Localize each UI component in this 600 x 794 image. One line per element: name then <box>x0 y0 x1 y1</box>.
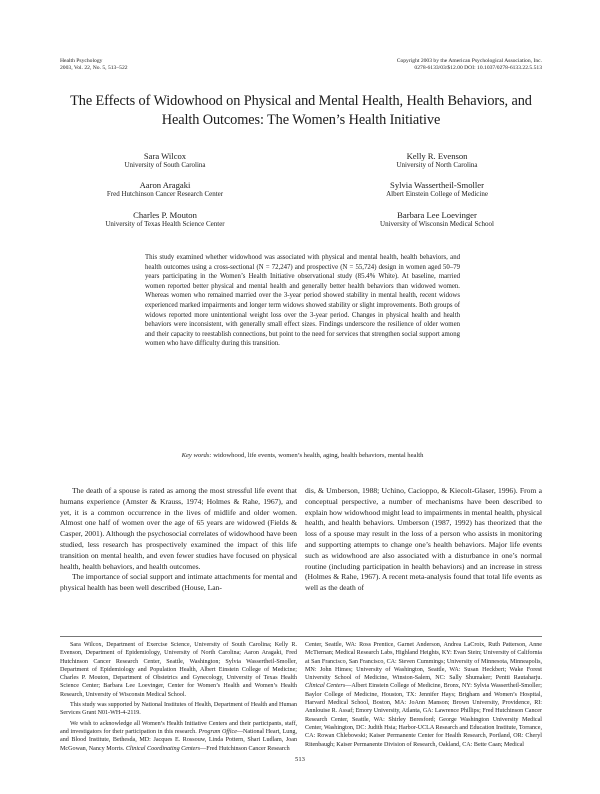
author-block-6 <box>332 210 542 229</box>
author-affiliation: Albert Einstein College of Medicine <box>386 190 488 198</box>
acknowledgment-note: We wish to acknowledge all Women’s Health Initiative Centers and their participants, staff, and investigators for their participation in this research. Program Office—National Heart, Lung, and Blood Institute, Bethesda, MD: Jacques E. Rossouw, Linda Pottern, Shari Ludlam, Joan McGowan, Nancy Morris. Clinical Coordinating Centers—Fred Hutchinson Cancer Research <box>60 720 297 752</box>
author-affiliation: University of Texas Health Science Center <box>105 220 225 228</box>
author-name: Sara Wilcox <box>143 151 187 161</box>
page-number: 513 <box>295 756 305 763</box>
funding-note: This study was supported by National Institutes of Health, Department of Health and Human Services Grant N01-WH-4-2119. <box>60 702 297 717</box>
body-paragraph: The importance of social support and intimate attachments for mental and physical health has been well described (House, Lan- <box>60 572 297 593</box>
program-office-label: Program Office <box>198 728 237 735</box>
author-block-2 <box>332 151 542 170</box>
author-affiliation: University of Wisconsin Medical School <box>380 220 494 228</box>
author-name: Kelly R. Evenson <box>406 151 468 161</box>
footnote-divider <box>60 636 542 637</box>
journal-name: Health Psychology <box>60 58 103 64</box>
running-header-left <box>60 58 128 71</box>
author-affiliation: Fred Hutchinson Cancer Research Center <box>106 190 224 198</box>
footnotes-left <box>60 641 297 755</box>
body-paragraph: The death of a spouse is rated as among the most stressful life event that humans experience (Amster & Krauss, 1974; Holmes & Rahe, 1967), and yet, it is a common occurrence in the lives of midlife and older women. Almost one half of women over the age of 65 years are widowed (Fields & Casper, 2001). Although the psychosocial correlates of widowhood have been studied, less research has prospectively examined the impact of this life transition on mental health, and even fewer studies have focused on physical health, health behaviors, and health outcomes. <box>60 486 297 571</box>
author-affiliation: University of South Carolina <box>124 161 206 169</box>
body-column-right <box>305 486 542 594</box>
body-paragraph: dis, & Umberson, 1988; Uchino, Cacioppo, & Kiecolt-Glaser, 1996). From a conceptual perspective, a number of mechanisms have been described to explain how widowhood might lead to impairments in mental health, physical health, and health behaviors. Umberson (1987, 1992) has theorized that the loss of a spouse may result in the loss of a person who assists in monitoring and supporting attempts to change one’s health behaviors. Major life events such as widowhood are also associated with a disturbance in one’s normal routine (including participation in health behaviors) and an increase in stress (Holmes & Rahe, 1967). A recent meta-analysis found that total life events as well as the death of <box>305 486 542 593</box>
author-name: Barbara Lee Loevinger <box>397 210 477 220</box>
body-column-left <box>60 486 297 594</box>
keywords-text: widowhood, life events, women’s health, aging, health behaviors, mental health <box>213 452 424 459</box>
footnotes-right <box>305 641 542 751</box>
running-header-right <box>397 58 542 71</box>
author-affiliation: University of North Carolina <box>396 161 478 169</box>
acknowledgment-note-continued: Center, Seattle, WA: Ross Prentice, Garnet Anderson, Andrea LaCroix, Ruth Patterson, Anne McTiernan; Medical Research Labs, Highland Heights, KY: Evan Stein; University of California at San Francisco, San Francisco, CA: Steven Cummings; University of Minnesota, Minneapolis, MN: John Himes; University of Washington, Seattle, WA: Susan Heckbert; Wake Forest University School of Medicine, Winston-Salem, NC: Sally Shumaker; Pentti Rautaharju. Clinical Centers—Albert Einstein College of Medicine, Bronx, NY: Sylvia Wassertheil-Smoller; Baylor College of Medicine, Houston, TX: Jennifer Hays; Brigham and Women’s Hospital, Harvard Medical School, Boston, MA: JoAnn Manson; Brown University, Providence, RI: Annlouise R. Assaf; Emory University, Atlanta, GA: Lawrence Phillips; Fred Hutchinson Cancer Research Center, Seattle, WA: Shirley Beresford; George Washington University Medical Center, Washington, DC: Judith Hsia; Harbor-UCLA Research and Education Institute, Torrance, CA: Rowan Chlebowski; Kaiser Permanente Center for Health Research, Portland, OR: Cheryl Ritenbaugh; Kaiser Permanente Division of Research, Oakland, CA: Bette Caan; Medical <box>305 642 542 748</box>
author-name: Sylvia Wassertheil-Smoller <box>390 180 484 190</box>
author-note: Sara Wilcox, Department of Exercise Science, University of South Carolina; Kelly R. Evenson, Department of Epidemiology, University of North Carolina; Aaron Aragaki, Fred Hutchinson Cancer Research Center, Seattle, Washington; Sylvia Wassertheil-Smoller, Department of Epidemiology and Population Health, Albert Einstein College of Medicine; Charles P. Mouton, Department of Obstetrics and Gynecology, University of Texas Health Science Center; Barbara Lee Loevinger, Center for Women’s Health and Women’s Health Research, University of Wisconsin Medical School. <box>60 642 297 698</box>
author-block-4 <box>332 180 542 199</box>
author-block-3 <box>60 180 270 199</box>
keywords <box>145 451 460 460</box>
keywords-label: Key words: <box>181 452 212 459</box>
doi-line: 0278-6133/03/$12.00 DOI: 10.1037/0278-6133.22.5.513 <box>414 64 542 71</box>
article-title: The Effects of Widowhood on Physical and Mental Health, Health Behaviors, and Health Outcomes: The Women’s Health Initiative <box>70 93 532 128</box>
author-block-1 <box>60 151 270 170</box>
author-name: Aaron Aragaki <box>139 180 191 190</box>
author-name: Charles P. Mouton <box>133 210 197 220</box>
clinical-centers-label: Clinical Centers <box>305 683 346 690</box>
journal-citation: 2003, Vol. 22, No. 5, 513–522 <box>60 64 128 71</box>
abstract: This study examined whether widowhood was associated with physical and mental health, health behaviors, and health outcomes using a cross-sectional (N = 72,247) and prospective (N = 55,724) design in women aged 50–79 years participating in the Women’s Health Initiative observational study (85.4% White). At baseline, married women reported better physical and mental health and generally better health behaviors than widowed women. Whereas women who remained married over the 3-year period showed stability in mental health, recent widows experienced marked impairments and longer term widows showed stability or slight improvements. Both groups of widows reported more unintentional weight loss over the 3-year period. Changes in physical health and health behaviors were inconsistent, with generally small effect sizes. Findings underscore the resilience of older women and their capacity to reestablish connections, but point to the need for services that strengthen social support among women who have difficulty during this transition. <box>145 254 460 348</box>
copyright-line: Copyright 2003 by the American Psychological Association, Inc. <box>396 58 542 64</box>
author-block-5 <box>60 210 270 229</box>
coordinating-centers-label: Clinical Coordinating Centers <box>125 745 201 752</box>
